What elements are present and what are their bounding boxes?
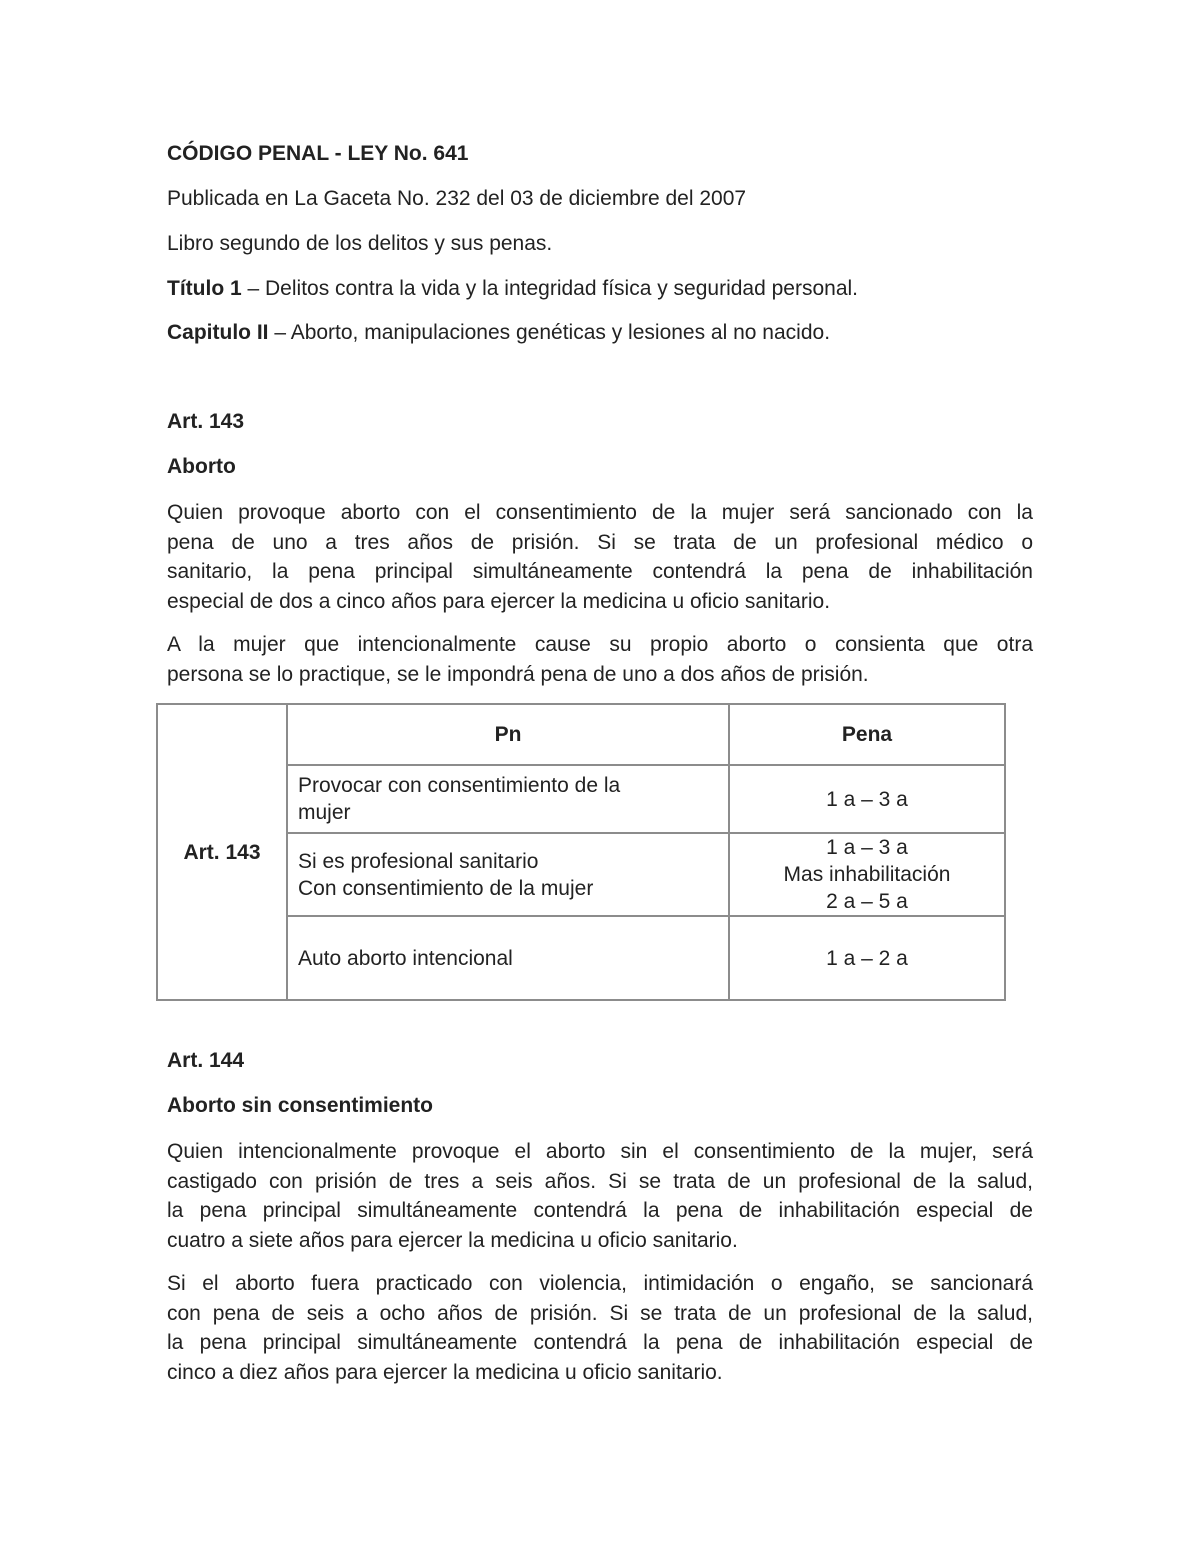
table-article-cell: Art. 143 — [157, 704, 287, 1000]
art143-number: Art. 143 — [167, 410, 245, 433]
paragraph-line: la pena principal simultáneamente contendrá la pena de inhabilitación especial de — [167, 1199, 1033, 1222]
paragraph-line: A la mujer que intencionalmente cause su propio aborto o consienta que otra — [167, 633, 1033, 656]
title-label: Título 1 — [167, 277, 242, 300]
penalty-text: 1 a – 2 a — [826, 946, 908, 970]
chapter-line — [167, 321, 830, 345]
paragraph-line: Si el aborto fuera practicado con violencia, intimidación o engaño, se sancionará — [167, 1272, 1033, 1295]
document-title: CÓDIGO PENAL - LEY No. 641 — [167, 142, 469, 165]
penalty-text: Mas inhabilitación — [783, 863, 951, 886]
paragraph-line: Quien intencionalmente provoque el aborto sin el consentimiento de la mujer, será — [167, 1140, 1033, 1163]
book-line: Libro segundo de los delitos y sus penas. — [167, 232, 553, 255]
offense-text: Auto aborto intencional — [298, 946, 513, 970]
offense-cell — [287, 833, 729, 916]
art143-heading: Aborto — [167, 455, 236, 478]
chapter-text: – Aborto, manipulaciones genéticas y lesiones al no nacido. — [268, 321, 831, 344]
paragraph-line: cinco a diez años para ejercer la medicina u oficio sanitario. — [167, 1360, 723, 1384]
penalty-text: 1 a – 3 a — [826, 787, 908, 811]
paragraph-line: Quien provoque aborto con el consentimiento de la mujer será sancionado con la — [167, 501, 1033, 524]
offense-cell — [287, 916, 729, 1000]
paragraph-line: cuatro a siete años para ejercer la medicina u oficio sanitario. — [167, 1228, 738, 1252]
art144-paragraph-2 — [167, 1269, 1033, 1387]
column-header-pn: Pn — [287, 704, 729, 765]
paragraph-line: persona se lo practique, se le impondrá pena de uno a dos años de prisión. — [167, 662, 869, 686]
offense-text: mujer — [298, 801, 351, 824]
art144-number: Art. 144 — [167, 1049, 245, 1072]
column-header-pena: Pena — [729, 704, 1005, 765]
penalty-cell — [729, 833, 1005, 916]
penalty-text: 1 a – 3 a — [826, 836, 908, 859]
table-header-row — [157, 704, 1005, 765]
chapter-label: Capitulo II — [167, 321, 269, 344]
penalty-text: 2 a – 5 a — [826, 890, 908, 913]
offense-text: Si es profesional sanitario — [298, 849, 539, 873]
art143-paragraph-1 — [167, 498, 1033, 616]
offense-text: Con consentimiento de la mujer — [298, 876, 594, 900]
paragraph-line: castigado con prisión de tres a seis años. Si se trata de un profesional de la salud, — [167, 1169, 1033, 1193]
offense-cell — [287, 765, 729, 833]
paragraph-line: pena de uno a tres años de prisión. Si se trata de un profesional médico o — [167, 530, 1033, 554]
penalty-cell — [729, 916, 1005, 1000]
paragraph-line: la pena principal simultáneamente contendrá la pena de inhabilitación especial de — [167, 1331, 1033, 1354]
art144-paragraph-1 — [167, 1137, 1033, 1255]
paragraph-line: con pena de seis a ocho años de prisión. Si se trata de un profesional de la salud, — [167, 1301, 1033, 1325]
publication-line: Publicada en La Gaceta No. 232 del 03 de diciembre del 2007 — [167, 187, 747, 210]
title-text: – Delitos contra la vida y la integridad física y seguridad personal. — [241, 277, 859, 300]
art144-heading: Aborto sin consentimiento — [167, 1094, 434, 1117]
offense-text: Provocar con consentimiento de la — [298, 774, 621, 797]
penalty-table — [156, 703, 1006, 1001]
penalty-cell — [729, 765, 1005, 833]
art143-paragraph-2 — [167, 630, 1033, 689]
paragraph-line: sanitario, la pena principal simultáneamente contendrá la pena de inhabilitación — [167, 560, 1033, 583]
paragraph-line: especial de dos a cinco años para ejercer la medicina u oficio sanitario. — [167, 589, 831, 613]
title-line — [167, 277, 858, 301]
